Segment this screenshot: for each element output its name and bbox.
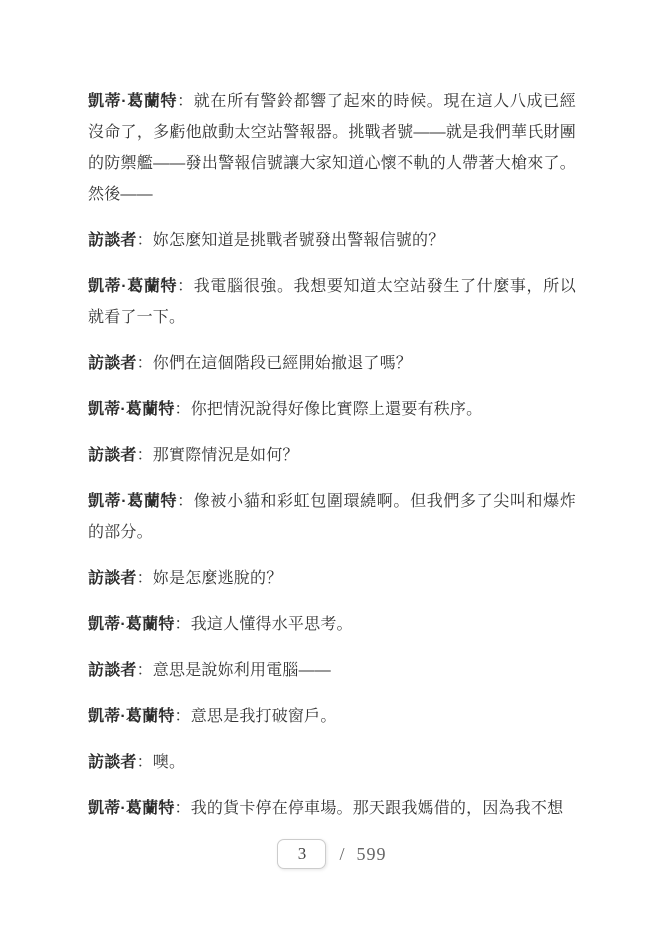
page-separator: / <box>339 843 346 864</box>
transcript-body <box>88 86 576 824</box>
dialogue-text: ：意思是我打破窗戶。 <box>174 708 337 725</box>
dialogue-text: ：像被小貓和彩虹包圍環繞啊。但我們多了尖叫和爆炸的部分。 <box>88 493 576 541</box>
transcript-paragraph <box>88 655 576 686</box>
dialogue-text: ：那實際情況是如何？ <box>136 447 299 464</box>
dialogue-text: ：你們在這個階段已經開始撤退了嗎？ <box>136 355 413 372</box>
speaker-name: 凱蒂·葛蘭特 <box>88 800 175 817</box>
total-pages: 599 <box>356 843 387 864</box>
transcript-paragraph <box>88 440 576 471</box>
transcript-paragraph <box>88 701 576 732</box>
transcript-paragraph <box>88 747 576 778</box>
speaker-name: 凱蒂·葛蘭特 <box>88 616 175 633</box>
transcript-paragraph <box>88 609 576 640</box>
speaker-name: 凱蒂·葛蘭特 <box>88 278 178 295</box>
speaker-name: 凱蒂·葛蘭特 <box>88 93 178 110</box>
speaker-name: 訪談者 <box>88 355 137 372</box>
dialogue-text: ：就在所有警鈴都響了起來的時候。現在這人八成已經沒命了，多虧他啟動太空站警報器。挑戰者號——就是我們華氏財團的防禦艦——發出警報信號讓大家知道心懷不軌的人帶著大槍來了。然後—— <box>88 93 576 203</box>
dialogue-text: ：妳是怎麼逃脫的？ <box>136 570 283 587</box>
transcript-paragraph <box>88 563 576 594</box>
transcript-paragraph <box>88 271 576 333</box>
dialogue-text: ：我的貨卡停在停車場。那天跟我媽借的，因為我不想 <box>174 800 564 817</box>
speaker-name: 訪談者 <box>88 570 137 587</box>
dialogue-text: ：妳怎麼知道是挑戰者號發出警報信號的？ <box>136 232 445 249</box>
transcript-paragraph <box>88 793 576 824</box>
speaker-name: 凱蒂·葛蘭特 <box>88 708 175 725</box>
dialogue-text: ：你把情況說得好像比實際上還要有秩序。 <box>174 401 483 418</box>
speaker-name: 訪談者 <box>88 232 137 249</box>
dialogue-text: ：我這人懂得水平思考。 <box>174 616 353 633</box>
dialogue-text: ：我電腦很強。我想要知道太空站發生了什麼事，所以就看了一下。 <box>88 278 576 326</box>
transcript-paragraph <box>88 486 576 548</box>
page-number-input[interactable] <box>277 839 326 869</box>
dialogue-text: ：意思是說妳利用電腦—— <box>136 662 332 679</box>
speaker-name: 凱蒂·葛蘭特 <box>88 493 178 510</box>
transcript-paragraph <box>88 348 576 379</box>
speaker-name: 訪談者 <box>88 662 137 679</box>
transcript-paragraph <box>88 86 576 210</box>
speaker-name: 訪談者 <box>88 754 137 771</box>
page-total-group <box>339 844 386 865</box>
transcript-paragraph <box>88 394 576 425</box>
pagination-bar <box>88 839 576 869</box>
speaker-name: 凱蒂·葛蘭特 <box>88 401 175 418</box>
speaker-name: 訪談者 <box>88 447 137 464</box>
transcript-paragraph <box>88 225 576 256</box>
dialogue-text: ：噢。 <box>136 754 186 771</box>
